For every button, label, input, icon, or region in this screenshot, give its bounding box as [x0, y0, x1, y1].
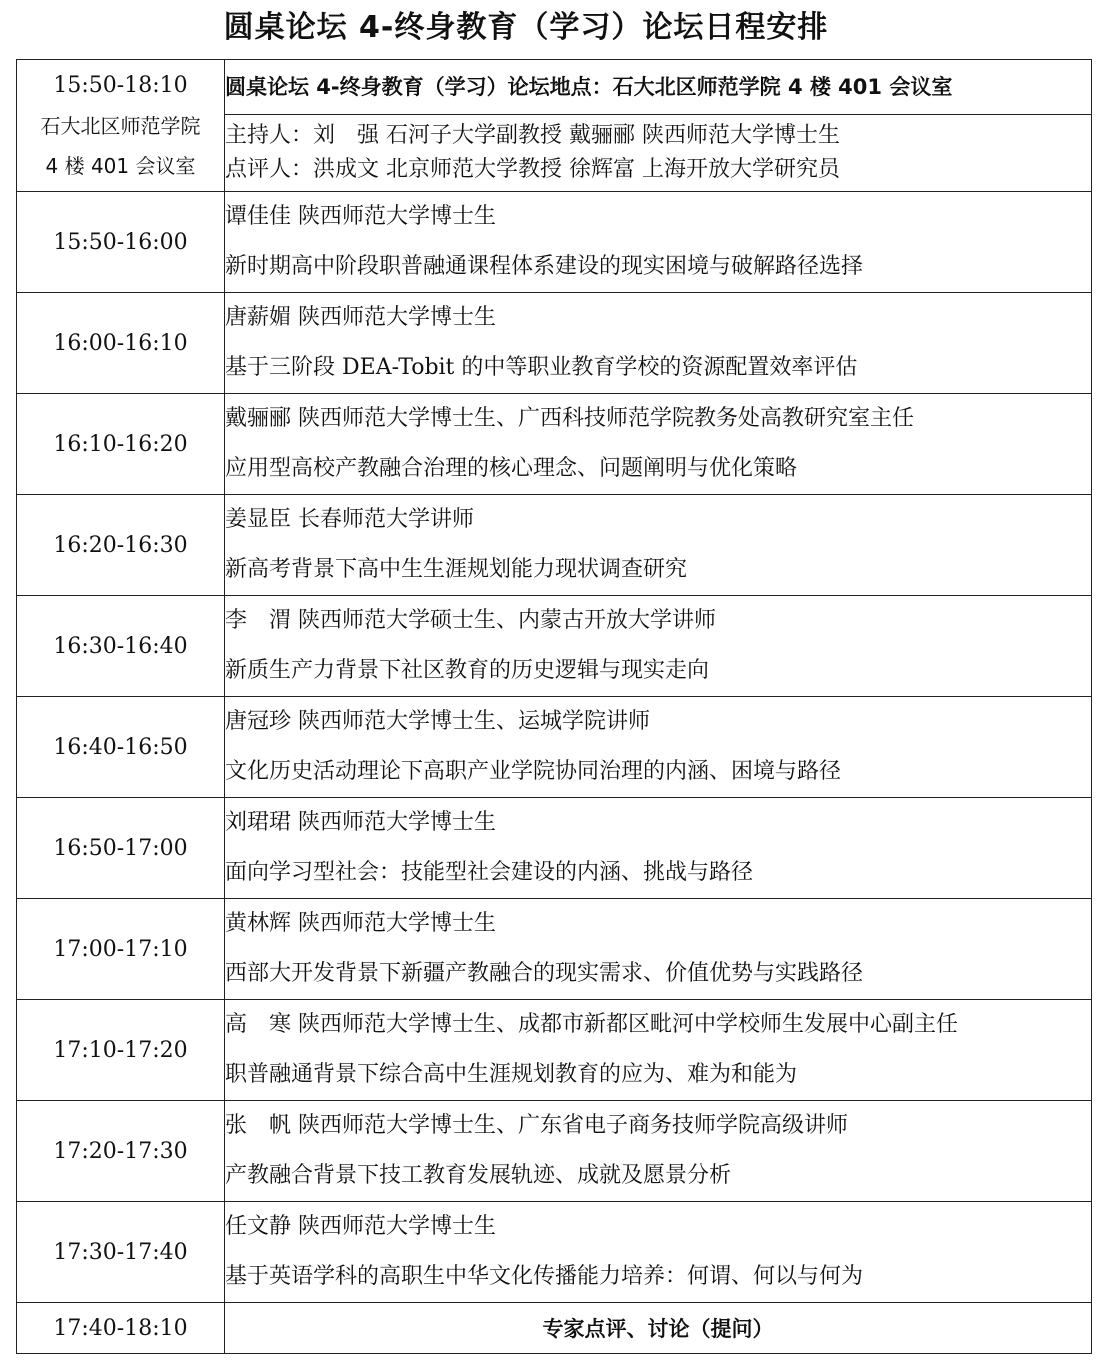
- presenter-name: 刘珺珺 陕西师范大学博士生: [225, 810, 496, 835]
- presenter-name: 戴骊郦 陕西师范大学博士生、广西科技师范学院教务处高教研究室主任: [225, 406, 914, 431]
- forum-location: 圆桌论坛 4-终身教育（学习）论坛地点：石大北区师范学院 4 楼 401 会议室: [225, 60, 1092, 115]
- table-row: [17, 1101, 1092, 1202]
- presenter-name: 黄林辉 陕西师范大学博士生: [225, 911, 496, 936]
- presentation-topic: 西部大开发背景下新疆产教融合的现实需求、价值优势与实践路径: [225, 961, 864, 986]
- session-time: 16:50-17:00: [17, 798, 225, 899]
- presenter-name: 张 帆 陕西师范大学博士生、广东省电子商务技师学院高级讲师: [225, 1113, 848, 1138]
- presentation-topic: 新质生产力背景下社区教育的历史逻辑与现实走向: [225, 658, 710, 683]
- table-row: [17, 192, 1092, 293]
- session-time: 16:40-16:50: [17, 697, 225, 798]
- final-row: [17, 1303, 1092, 1354]
- session-time: 15:50-16:00: [17, 192, 225, 293]
- session-time: 16:30-16:40: [17, 596, 225, 697]
- header-time: 15:50-18:10: [53, 72, 188, 98]
- header-row-location: [17, 60, 1092, 115]
- session-time: 17:00-17:10: [17, 899, 225, 1000]
- table-row: [17, 1202, 1092, 1303]
- session-entry: [225, 1101, 1092, 1202]
- presentation-topic: 新高考背景下高中生生涯规划能力现状调查研究: [225, 557, 688, 582]
- presentation-topic: 文化历史活动理论下高职产业学院协同治理的内涵、困境与路径: [225, 759, 842, 784]
- page-title: 圆桌论坛 4-终身教育（学习）论坛日程安排: [223, 10, 829, 45]
- session-time: 17:20-17:30: [17, 1101, 225, 1202]
- final-time: 17:40-18:10: [17, 1303, 225, 1354]
- session-time: 17:30-17:40: [17, 1202, 225, 1303]
- hosts-cell: [225, 115, 1092, 192]
- presentation-topic: 面向学习型社会：技能型社会建设的内涵、挑战与路径: [225, 860, 754, 885]
- table-row: [17, 798, 1092, 899]
- session-time: 16:00-16:10: [17, 293, 225, 394]
- session-entry: [225, 293, 1092, 394]
- session-entry: [225, 495, 1092, 596]
- session-time: 16:20-16:30: [17, 495, 225, 596]
- presenter-name: 李 渭 陕西师范大学硕士生、内蒙古开放大学讲师: [225, 608, 716, 633]
- presentation-topic: 应用型高校产教融合治理的核心理念、问题阐明与优化策略: [225, 456, 798, 481]
- header-room-line2: 4 楼 401 会议室: [45, 153, 196, 178]
- presentation-topic: 产教融合背景下技工教育发展轨迹、成就及愿景分析: [225, 1163, 732, 1188]
- table-row: [17, 1000, 1092, 1101]
- host-line: 主持人：刘 强 石河子大学副教授 戴骊郦 陕西师范大学博士生: [225, 123, 840, 148]
- header-room-line1: 石大北区师范学院: [40, 113, 201, 138]
- session-entry: [225, 1202, 1092, 1303]
- presentation-topic: 新时期高中阶段职普融通课程体系建设的现实困境与破解路径选择: [225, 254, 864, 279]
- presenter-name: 唐薪媚 陕西师范大学博士生: [225, 305, 496, 330]
- header-time-cell: [17, 60, 225, 192]
- presentation-topic: 职普融通背景下综合高中生涯规划教育的应为、难为和能为: [225, 1062, 798, 1087]
- session-entry: [225, 394, 1092, 495]
- presenter-name: 高 寒 陕西师范大学博士生、成都市新都区毗河中学校师生发展中心副主任: [225, 1012, 958, 1037]
- presenter-name: 姜显臣 长春师范大学讲师: [225, 507, 474, 532]
- reviewer-line: 点评人：洪成文 北京师范大学教授 徐辉富 上海开放大学研究员: [225, 157, 840, 182]
- table-row: [17, 596, 1092, 697]
- presentation-topic: 基于三阶段 DEA-Tobit 的中等职业教育学校的资源配置效率评估: [225, 355, 858, 380]
- session-entry: [225, 697, 1092, 798]
- presenter-name: 谭佳佳 陕西师范大学博士生: [225, 204, 496, 229]
- session-time: 16:10-16:20: [17, 394, 225, 495]
- session-entry: [225, 1000, 1092, 1101]
- session-entry: [225, 899, 1092, 1000]
- session-entry: [225, 798, 1092, 899]
- session-time: 17:10-17:20: [17, 1000, 225, 1101]
- schedule-table: [16, 59, 1092, 1354]
- table-row: [17, 394, 1092, 495]
- table-row: [17, 495, 1092, 596]
- session-entry: [225, 192, 1092, 293]
- table-row: [17, 899, 1092, 1000]
- session-entry: [225, 596, 1092, 697]
- table-row: [17, 293, 1092, 394]
- presenter-name: 任文静 陕西师范大学博士生: [225, 1214, 496, 1239]
- table-row: [17, 697, 1092, 798]
- final-label: 专家点评、讨论（提问）: [225, 1303, 1092, 1354]
- presentation-topic: 基于英语学科的高职生中华文化传播能力培养：何谓、何以与何为: [225, 1264, 864, 1289]
- presenter-name: 唐冠珍 陕西师范大学博士生、运城学院讲师: [225, 709, 650, 734]
